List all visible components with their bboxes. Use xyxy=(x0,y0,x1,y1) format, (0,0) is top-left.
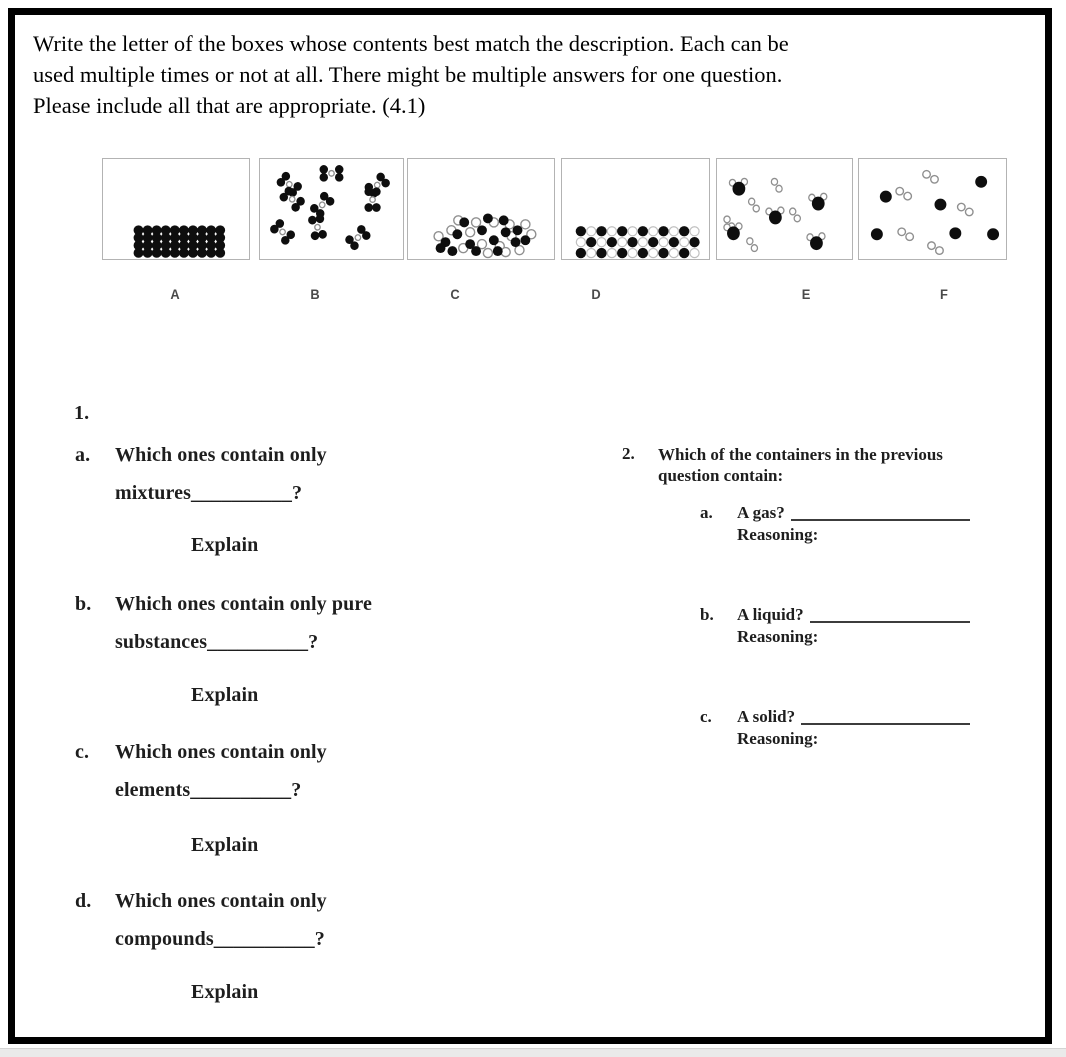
q1a-label: a. xyxy=(75,444,91,466)
particle-box-b xyxy=(259,158,404,260)
q1a-line2: mixtures__________? xyxy=(115,482,303,504)
q1b-line1: Which ones contain only pure xyxy=(115,593,372,615)
box-label-d: D xyxy=(591,286,601,302)
instructions-line-3: Please include all that are appropriate. (4.1) xyxy=(33,93,426,118)
particle-diagram-c xyxy=(408,159,554,259)
q1b-label: b. xyxy=(75,593,92,615)
q2b-label: b. xyxy=(700,605,714,624)
q1d-line1: Which ones contain only xyxy=(115,890,327,912)
q1c-label: c. xyxy=(75,741,90,763)
q2c-prompt: A solid? xyxy=(737,707,796,726)
particle-box-e xyxy=(716,158,853,260)
particle-diagram-f xyxy=(859,159,1006,259)
box-label-c: C xyxy=(450,286,460,302)
particle-box-a xyxy=(102,158,250,260)
box-label-e: E xyxy=(801,286,811,302)
q1d-line2: compounds__________? xyxy=(115,928,325,950)
particle-box-c xyxy=(407,158,555,260)
q2c-label: c. xyxy=(700,707,712,726)
q2c-reasoning: Reasoning: xyxy=(737,729,819,748)
q2a-prompt-row xyxy=(737,503,970,523)
instructions-line-1: Write the letter of the boxes whose contents best match the description. Each can be xyxy=(33,31,789,56)
q1b-line2: substances__________? xyxy=(115,631,319,653)
particle-box-d xyxy=(561,158,710,260)
q1c-explain: Explain xyxy=(191,834,259,856)
q1d-label: d. xyxy=(75,890,92,912)
q2a-reasoning: Reasoning: xyxy=(737,525,819,544)
q1b-explain: Explain xyxy=(191,684,259,706)
instructions xyxy=(33,28,1023,121)
q2a-label: a. xyxy=(700,503,713,522)
q2-heading-line2: question contain: xyxy=(658,466,784,485)
q1a-line1: Which ones contain only xyxy=(115,444,327,466)
q2b-reasoning: Reasoning: xyxy=(737,627,819,646)
q1c-line1: Which ones contain only xyxy=(115,741,327,763)
q1a-explain: Explain xyxy=(191,534,259,556)
particle-diagram-d xyxy=(562,159,709,259)
q2-number: 2. xyxy=(622,444,635,463)
q2-heading-line1: Which of the containers in the previous xyxy=(658,445,943,464)
box-label-f: F xyxy=(940,286,948,302)
box-label-b: B xyxy=(310,286,320,302)
q2b-answer-blank xyxy=(810,605,970,623)
q2b-prompt-row xyxy=(737,605,970,625)
instructions-line-2: used multiple times or not at all. There might be multiple answers for one question. xyxy=(33,62,783,87)
q1-number: 1. xyxy=(74,402,90,424)
particle-diagram-b xyxy=(260,159,403,259)
q2a-answer-blank xyxy=(791,503,970,521)
q2c-prompt-row xyxy=(737,707,970,727)
box-label-a: A xyxy=(170,286,180,302)
particle-box-f xyxy=(858,158,1007,260)
particle-diagram-e xyxy=(717,159,852,259)
particle-diagram-a xyxy=(103,159,249,259)
q2c-answer-blank xyxy=(801,707,970,725)
q2a-prompt: A gas? xyxy=(737,503,785,522)
q1d-explain: Explain xyxy=(191,981,259,1003)
q1c-line2: elements__________? xyxy=(115,779,302,801)
q2b-prompt: A liquid? xyxy=(737,605,804,624)
